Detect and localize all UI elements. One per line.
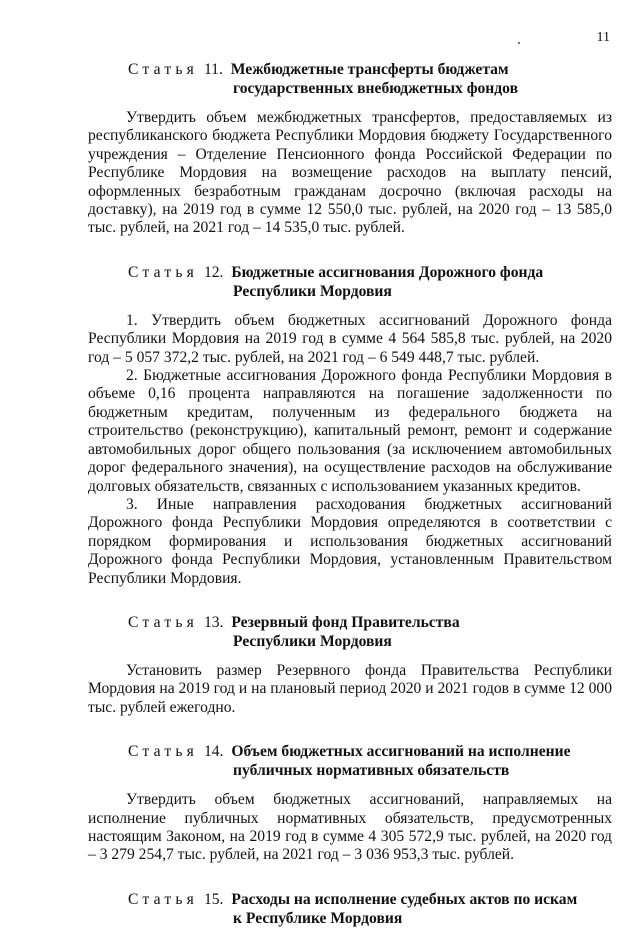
article-12 bbox=[88, 263, 612, 588]
paragraph: 3. Иные направления расходования бюджетных ассигнований Дорожного фонда Республики Мордовия определяются в соответствии с порядком формирования и использования бюджетных ассигнований Дорожного фонда Республики Мордовия, установленным Правительством Республики Мордовия. bbox=[88, 495, 612, 587]
article-11 bbox=[88, 60, 612, 238]
article-label: Статья bbox=[128, 613, 199, 631]
page-number: 11 bbox=[596, 30, 610, 45]
scan-speck bbox=[518, 42, 520, 44]
article-number: 11. bbox=[203, 61, 223, 78]
article-number: 13. bbox=[203, 613, 224, 631]
article-heading: Бюджетные ассигнования Дорожного фонда bbox=[231, 263, 544, 281]
article-number: 15. bbox=[203, 890, 224, 908]
article-label: Статья bbox=[128, 743, 199, 761]
article-label: Статья bbox=[128, 61, 199, 78]
article-title bbox=[88, 890, 612, 928]
article-heading-line2: государственных внебюджетных фондов bbox=[233, 80, 519, 97]
paragraph: Установить размер Резервного фонда Правительства Республики Мордовия на 2019 год и на плановый период 2020 и 2021 годов в сумме 12 000 тыс. рублей ежегодно. bbox=[88, 661, 612, 716]
article-13 bbox=[88, 613, 612, 717]
article-heading-line2: Республики Мордовия bbox=[233, 632, 392, 650]
article-heading-line2: Республики Мордовия bbox=[233, 282, 392, 300]
article-heading: Межбюджетные трансферты бюджетам bbox=[230, 61, 509, 78]
article-title bbox=[88, 60, 612, 98]
article-15 bbox=[88, 890, 612, 928]
paragraph: Утвердить объем межбюджетных трансфертов, предоставляемых из республиканского бюджета Республики Мордовия бюджету Государственного учреждения – Отделение Пенсионного фонда Российской Федерации по Республике Мордовия на возмещение расходов на выплату пенсий, оформленных безработным гражданам досрочно (включая расходы на доставку), на 2019 год в сумме 12 550,0 тыс. рублей, на 2020 год – 13 585,0 тыс. рублей, на 2021 год – 14 535,0 тыс. рублей. bbox=[88, 109, 612, 237]
document-body bbox=[88, 60, 612, 939]
article-number: 12. bbox=[203, 263, 224, 281]
article-title bbox=[88, 742, 612, 780]
article-heading: Расходы на исполнение судебных актов по искам bbox=[231, 890, 578, 908]
article-number: 14. bbox=[203, 743, 224, 761]
article-heading: Резервный фонд Правительства bbox=[231, 613, 460, 631]
paragraph: 1. Утвердить объем бюджетных ассигнований Дорожного фонда Республики Мордовия на 2019 год в сумме 4 564 585,8 тыс. рублей, на 2020 год – 5 057 372,2 тыс. рублей, на 2021 год – 6 549 448,7 тыс. рублей. bbox=[88, 311, 612, 366]
article-title bbox=[88, 263, 612, 301]
article-14 bbox=[88, 742, 612, 865]
article-label: Статья bbox=[128, 263, 199, 281]
paragraph: Утвердить объем бюджетных ассигнований, направляемых на исполнение публичных нормативных обязательств, предусмотренных настоящим Законом, на 2019 год в сумме 4 305 572,9 тыс. рублей, на 2020 год – 3 279 254,7 тыс. рублей, на 2021 год – 3 036 953,3 тыс. рублей. bbox=[88, 791, 612, 864]
paragraph: 2. Бюджетные ассигнования Дорожного фонда Республики Мордовия в объеме 0,16 процента направляются на погашение задолженности по бюджетным кредитам, полученным из федерального бюджета на строительство (реконструкцию), капитальный ремонт, ремонт и содержание автомобильных дорог общего пользования (за исключением автомобильных дорог федерального значения), на осуществление расходов на обслуживание долговых обязательств, связанных с использованием указанных кредитов. bbox=[88, 367, 612, 495]
article-label: Статья bbox=[128, 890, 199, 908]
article-title bbox=[88, 613, 612, 651]
article-heading-line2: публичных нормативных обязательств bbox=[233, 762, 510, 780]
article-heading: Объем бюджетных ассигнований на исполнение bbox=[231, 743, 571, 761]
article-heading-line2: к Республике Мордовия bbox=[233, 909, 403, 927]
